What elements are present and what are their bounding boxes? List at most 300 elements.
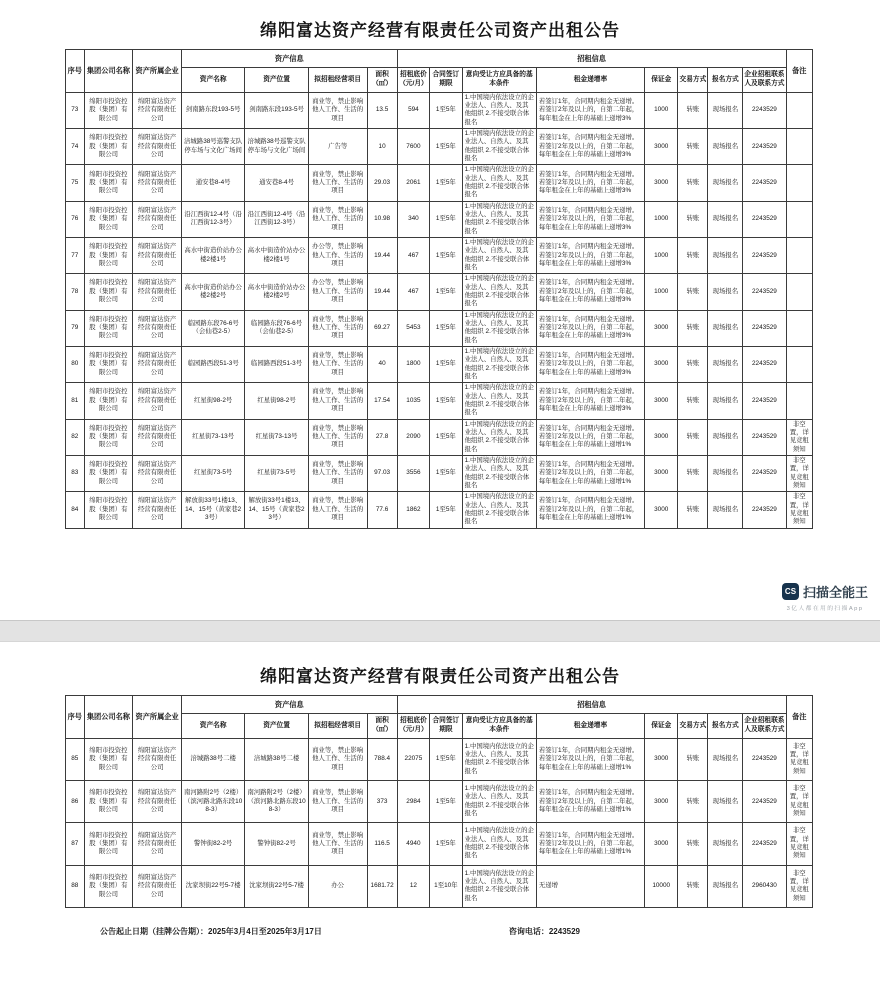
cell-conditions: 1.中国境内依法设立的企业法人、自然人、及其他组织 2.不接受联合体报名 xyxy=(462,823,536,865)
rental-table-page-1 xyxy=(65,49,813,529)
cell-trade-mode: 转账 xyxy=(678,781,708,823)
cell-seq: 83 xyxy=(66,455,85,491)
cell-remark xyxy=(786,274,812,310)
cell-contact: 2243529 xyxy=(743,383,786,419)
col-group-asset-info: 资产信息 xyxy=(181,696,397,714)
cell-remark xyxy=(786,383,812,419)
table-row xyxy=(66,310,813,346)
cell-asset-location: 红星街73-5号 xyxy=(245,455,308,491)
col-header-asset-location: 资产位置 xyxy=(245,68,308,92)
cell-asset-name: 剑南路东段193-5号 xyxy=(181,92,244,128)
cell-increase: 若签订1年，合同期内租金无递增。若签订2年及以上的，自第二年起，每年租金在上年的基础上递增3% xyxy=(536,92,644,128)
cell-asset-name: 涪城路38号二楼 xyxy=(181,738,244,780)
cell-trade-mode: 转账 xyxy=(678,92,708,128)
cell-remark: 非空置，详见竞租须知 xyxy=(786,492,812,528)
cell-asset-location: 红星街98-2号 xyxy=(245,383,308,419)
cell-seq: 87 xyxy=(66,823,85,865)
cell-signup-mode: 现场报名 xyxy=(708,310,743,346)
cell-asset-name: 南河路附2号（2楼）（滨河路北路东段108-3） xyxy=(181,781,244,823)
cell-increase: 若签订1年，合同期内租金无递增。若签订2年及以上的，自第二年起，每年租金在上年的基础上递增1% xyxy=(536,455,644,491)
cell-signup-mode: 现场报名 xyxy=(708,129,743,165)
cell-trade-mode: 转账 xyxy=(678,865,708,907)
cell-base-price: 340 xyxy=(397,201,429,237)
col-header-asset-location: 资产位置 xyxy=(245,714,308,738)
cell-area: 13.5 xyxy=(367,92,397,128)
cell-asset-name: 临园路西段51-3号 xyxy=(181,346,244,382)
cell-term: 1至5年 xyxy=(430,274,462,310)
col-header-increase: 租金递增率 xyxy=(536,68,644,92)
cell-base-price: 4940 xyxy=(397,823,429,865)
cell-increase: 若签订1年，合同期内租金无递增。若签订2年及以上的，自第二年起，每年租金在上年的基础上递增1% xyxy=(536,419,644,455)
camscanner-logo-icon: CS xyxy=(782,583,799,600)
cell-asset-name: 临园路东段76-6号（会仙巷2-5） xyxy=(181,310,244,346)
camscanner-watermark xyxy=(782,582,868,612)
cell-increase: 若签订1年，合同期内租金无递增。若签订2年及以上的，自第二年起，每年租金在上年的基础上递增1% xyxy=(536,738,644,780)
cell-owner: 绵阳富达资产经营有限责任公司 xyxy=(133,865,182,907)
cell-signup-mode: 现场报名 xyxy=(708,823,743,865)
cell-remark: 非空置，详见竞租须知 xyxy=(786,455,812,491)
rental-table-page-2 xyxy=(65,695,813,908)
col-header-owner: 资产所属企业 xyxy=(133,50,182,93)
cell-increase: 若签订1年，合同期内租金无递增。若签订2年及以上的，自第二年起，每年租金在上年的基础上递增3% xyxy=(536,129,644,165)
cell-trade-mode: 转账 xyxy=(678,383,708,419)
cell-increase: 若签订1年，合同期内租金无递增。若签订2年及以上的，自第二年起，每年租金在上年的基础上递增3% xyxy=(536,201,644,237)
table-row xyxy=(66,781,813,823)
cell-area: 788.4 xyxy=(367,738,397,780)
cell-project: 商业等，禁止影响他人工作、生活的项目 xyxy=(308,781,367,823)
cell-asset-name: 高水中街造价站办公楼2楼1号 xyxy=(181,238,244,274)
cell-trade-mode: 转账 xyxy=(678,238,708,274)
cell-trade-mode: 转账 xyxy=(678,492,708,528)
cell-term: 1至5年 xyxy=(430,310,462,346)
cell-asset-name: 警钟街82-2号 xyxy=(181,823,244,865)
cell-asset-location: 临园路西段51-3号 xyxy=(245,346,308,382)
cell-deposit: 3000 xyxy=(645,419,678,455)
page-divider xyxy=(0,620,880,642)
cell-conditions: 1.中国境内依法设立的企业法人、自然人、及其他组织 2.不接受联合体报名 xyxy=(462,346,536,382)
cell-contact: 2243529 xyxy=(743,823,786,865)
cell-base-price: 2090 xyxy=(397,419,429,455)
cell-deposit: 1000 xyxy=(645,238,678,274)
announcement-period: 公告起止日期（挂牌公告期）：2025年3月4日至2025年3月17日 xyxy=(100,927,322,937)
cell-conditions: 1.中国境内依法设立的企业法人、自然人、及其他组织 2.不接受联合体报名 xyxy=(462,274,536,310)
page-2 xyxy=(0,642,880,981)
table-row xyxy=(66,865,813,907)
cell-project: 商业等，禁止影响他人工作、生活的项目 xyxy=(308,823,367,865)
col-header-remark: 备注 xyxy=(786,50,812,93)
cell-contact: 2243529 xyxy=(743,492,786,528)
cell-increase: 若签订1年，合同期内租金无递增。若签订2年及以上的，自第二年起，每年租金在上年的基础上递增3% xyxy=(536,274,644,310)
cell-owner: 绵阳富达资产经营有限责任公司 xyxy=(133,738,182,780)
cell-term: 1至5年 xyxy=(430,781,462,823)
cell-base-price: 2984 xyxy=(397,781,429,823)
cell-signup-mode: 现场报名 xyxy=(708,274,743,310)
cell-area: 27.8 xyxy=(367,419,397,455)
cell-area: 29.03 xyxy=(367,165,397,201)
col-header-project: 拟招租经营项目 xyxy=(308,714,367,738)
col-header-group-company: 集团公司名称 xyxy=(84,50,133,93)
cell-deposit: 1000 xyxy=(645,201,678,237)
cell-increase: 若签订1年，合同期内租金无递增。若签订2年及以上的，自第二年起，每年租金在上年的基础上递增3% xyxy=(536,346,644,382)
cell-base-price: 3556 xyxy=(397,455,429,491)
cell-base-price: 467 xyxy=(397,238,429,274)
cell-base-price: 2061 xyxy=(397,165,429,201)
cell-conditions: 1.中国境内依法设立的企业法人、自然人、及其他组织 2.不接受联合体报名 xyxy=(462,419,536,455)
cell-increase: 若签订1年，合同期内租金无递增。若签订2年及以上的，自第二年起，每年租金在上年的基础上递增3% xyxy=(536,310,644,346)
col-header-area: 面积（㎡） xyxy=(367,68,397,92)
cell-asset-name: 红星街73-5号 xyxy=(181,455,244,491)
cell-seq: 82 xyxy=(66,419,85,455)
cell-conditions: 1.中国境内依法设立的企业法人、自然人、及其他组织 2.不接受联合体报名 xyxy=(462,738,536,780)
cell-deposit: 3000 xyxy=(645,455,678,491)
cell-term: 1至5年 xyxy=(430,738,462,780)
cell-term: 1至5年 xyxy=(430,346,462,382)
cell-asset-location: 警钟街82-2号 xyxy=(245,823,308,865)
table-row xyxy=(66,274,813,310)
cell-signup-mode: 现场报名 xyxy=(708,346,743,382)
col-header-owner: 资产所属企业 xyxy=(133,696,182,739)
cell-remark: 非空置，详见竞租须知 xyxy=(786,865,812,907)
cell-asset-location: 红星街73-13号 xyxy=(245,419,308,455)
cell-term: 1至5年 xyxy=(430,419,462,455)
table-row xyxy=(66,238,813,274)
cell-signup-mode: 现场报名 xyxy=(708,455,743,491)
cell-trade-mode: 转账 xyxy=(678,129,708,165)
cell-trade-mode: 转账 xyxy=(678,455,708,491)
cell-conditions: 1.中国境内依法设立的企业法人、自然人、及其他组织 2.不接受联合体报名 xyxy=(462,201,536,237)
col-header-trade-mode: 交易方式 xyxy=(678,68,708,92)
cell-group-company: 绵阳市投资控股（集团）有限公司 xyxy=(84,823,133,865)
cell-deposit: 10000 xyxy=(645,865,678,907)
cell-term: 1至5年 xyxy=(430,92,462,128)
cell-project: 办公等，禁止影响他人工作、生活的项目 xyxy=(308,274,367,310)
cell-deposit: 3000 xyxy=(645,738,678,780)
cell-remark: 非空置，详见竞租须知 xyxy=(786,823,812,865)
table-row xyxy=(66,383,813,419)
cell-signup-mode: 现场报名 xyxy=(708,383,743,419)
col-header-deposit: 保证金 xyxy=(645,714,678,738)
col-header-asset-name: 资产名称 xyxy=(181,714,244,738)
cell-conditions: 1.中国境内依法设立的企业法人、自然人、及其他组织 2.不接受联合体报名 xyxy=(462,781,536,823)
cell-owner: 绵阳富达资产经营有限责任公司 xyxy=(133,419,182,455)
cell-asset-location: 涪城路38号二楼 xyxy=(245,738,308,780)
cell-remark xyxy=(786,129,812,165)
cell-project: 商业等，禁止影响他人工作、生活的项目 xyxy=(308,201,367,237)
cell-deposit: 3000 xyxy=(645,383,678,419)
cell-trade-mode: 转账 xyxy=(678,310,708,346)
col-header-conditions: 意向受让方应具备的基本条件 xyxy=(462,714,536,738)
cell-trade-mode: 转账 xyxy=(678,346,708,382)
cell-deposit: 3000 xyxy=(645,310,678,346)
col-header-seq: 序号 xyxy=(66,696,85,739)
cell-area: 116.5 xyxy=(367,823,397,865)
col-header-term: 合同签订期限 xyxy=(430,714,462,738)
cell-asset-location: 剑南路东段193-5号 xyxy=(245,92,308,128)
cell-group-company: 绵阳市投资控股（集团）有限公司 xyxy=(84,419,133,455)
cell-trade-mode: 转账 xyxy=(678,165,708,201)
cell-asset-name: 沈家坝街22号5-7楼 xyxy=(181,865,244,907)
cell-conditions: 1.中国境内依法设立的企业法人、自然人、及其他组织 2.不接受联合体报名 xyxy=(462,129,536,165)
cell-remark: 非空置，详见竞租须知 xyxy=(786,781,812,823)
cell-remark xyxy=(786,92,812,128)
cell-seq: 76 xyxy=(66,201,85,237)
table-row xyxy=(66,455,813,491)
cell-deposit: 3000 xyxy=(645,823,678,865)
col-header-group-company: 集团公司名称 xyxy=(84,696,133,739)
cell-contact: 2243529 xyxy=(743,346,786,382)
col-header-deposit: 保证金 xyxy=(645,68,678,92)
cell-term: 1至5年 xyxy=(430,129,462,165)
cell-contact: 2243529 xyxy=(743,201,786,237)
cell-conditions: 1.中国境内依法设立的企业法人、自然人、及其他组织 2.不接受联合体报名 xyxy=(462,92,536,128)
cell-seq: 78 xyxy=(66,274,85,310)
cell-signup-mode: 现场报名 xyxy=(708,865,743,907)
cell-remark xyxy=(786,165,812,201)
cell-term: 1至5年 xyxy=(430,201,462,237)
cell-increase: 若签订1年，合同期内租金无递增。若签订2年及以上的，自第二年起，每年租金在上年的基础上递增1% xyxy=(536,781,644,823)
cell-area: 97.03 xyxy=(367,455,397,491)
cell-contact: 2243529 xyxy=(743,738,786,780)
cell-project: 办公 xyxy=(308,865,367,907)
table-row xyxy=(66,419,813,455)
table-row xyxy=(66,165,813,201)
cell-deposit: 1000 xyxy=(645,274,678,310)
cell-owner: 绵阳富达资产经营有限责任公司 xyxy=(133,201,182,237)
cell-term: 1至5年 xyxy=(430,492,462,528)
cell-project: 广告等 xyxy=(308,129,367,165)
cell-base-price: 7600 xyxy=(397,129,429,165)
cell-asset-location: 通安巷8-4号 xyxy=(245,165,308,201)
cell-group-company: 绵阳市投资控股（集团）有限公司 xyxy=(84,165,133,201)
cell-owner: 绵阳富达资产经营有限责任公司 xyxy=(133,492,182,528)
cell-asset-name: 解放街33号1楼13、14、15号（黄家巷23号） xyxy=(181,492,244,528)
cell-group-company: 绵阳市投资控股（集团）有限公司 xyxy=(84,492,133,528)
cell-area: 10 xyxy=(367,129,397,165)
cell-conditions: 1.中国境内依法设立的企业法人、自然人、及其他组织 2.不接受联合体报名 xyxy=(462,310,536,346)
cell-group-company: 绵阳市投资控股（集团）有限公司 xyxy=(84,346,133,382)
cell-deposit: 3000 xyxy=(645,346,678,382)
cell-term: 1至5年 xyxy=(430,823,462,865)
col-header-conditions: 意向受让方应具备的基本条件 xyxy=(462,68,536,92)
cell-group-company: 绵阳市投资控股（集团）有限公司 xyxy=(84,738,133,780)
inquiry-phone: 咨询电话：2243529 xyxy=(508,927,580,937)
cell-conditions: 1.中国境内依法设立的企业法人、自然人、及其他组织 2.不接受联合体报名 xyxy=(462,455,536,491)
cell-seq: 85 xyxy=(66,738,85,780)
cell-contact: 2243529 xyxy=(743,781,786,823)
cell-deposit: 3000 xyxy=(645,781,678,823)
cell-trade-mode: 转账 xyxy=(678,738,708,780)
col-group-asset-info: 资产信息 xyxy=(181,50,397,68)
cell-asset-location: 涪城路38号巡警支队停车场与文化广场间 xyxy=(245,129,308,165)
col-header-base-price: 招租底价（元/月） xyxy=(397,714,429,738)
camscanner-watermark-row xyxy=(782,582,868,601)
col-header-contact: 企业招租联系人及联系方式 xyxy=(743,714,786,738)
cell-group-company: 绵阳市投资控股（集团）有限公司 xyxy=(84,238,133,274)
cell-base-price: 5453 xyxy=(397,310,429,346)
col-header-contact: 企业招租联系人及联系方式 xyxy=(743,68,786,92)
col-header-signup-mode: 报名方式 xyxy=(708,68,743,92)
cell-project: 商业等，禁止影响他人工作、生活的项目 xyxy=(308,165,367,201)
cell-project: 办公等，禁止影响他人工作、生活的项目 xyxy=(308,238,367,274)
cell-conditions: 1.中国境内依法设立的企业法人、自然人、及其他组织 2.不接受联合体报名 xyxy=(462,165,536,201)
cell-project: 商业等，禁止影响他人工作、生活的项目 xyxy=(308,455,367,491)
cell-base-price: 594 xyxy=(397,92,429,128)
cell-owner: 绵阳富达资产经营有限责任公司 xyxy=(133,310,182,346)
camscanner-tagline: 3亿人都在用的扫描App xyxy=(786,606,864,612)
page-title: 绵阳富达资产经营有限责任公司资产出租公告 xyxy=(260,21,620,40)
cell-trade-mode: 转账 xyxy=(678,201,708,237)
cell-project: 商业等，禁止影响他人工作、生活的项目 xyxy=(308,346,367,382)
table-row xyxy=(66,346,813,382)
cell-base-price: 1862 xyxy=(397,492,429,528)
cell-conditions: 1.中国境内依法设立的企业法人、自然人、及其他组织 2.不接受联合体报名 xyxy=(462,865,536,907)
cell-asset-location: 高水中街造价站办公楼2楼1号 xyxy=(245,238,308,274)
cell-term: 1至10年 xyxy=(430,865,462,907)
header-group-row xyxy=(66,696,813,714)
cell-deposit: 3000 xyxy=(645,492,678,528)
col-header-remark: 备注 xyxy=(786,696,812,739)
cell-area: 1681.72 xyxy=(367,865,397,907)
cell-trade-mode: 转账 xyxy=(678,274,708,310)
cell-seq: 84 xyxy=(66,492,85,528)
cell-signup-mode: 现场报名 xyxy=(708,165,743,201)
cell-contact: 2243529 xyxy=(743,165,786,201)
cell-group-company: 绵阳市投资控股（集团）有限公司 xyxy=(84,455,133,491)
cell-remark: 非空置，详见竞租须知 xyxy=(786,738,812,780)
cell-asset-name: 红星街98-2号 xyxy=(181,383,244,419)
cell-asset-location: 解放街33号1楼13、14、15号（黄家巷23号） xyxy=(245,492,308,528)
col-header-increase: 租金递增率 xyxy=(536,714,644,738)
cell-owner: 绵阳富达资产经营有限责任公司 xyxy=(133,129,182,165)
col-group-lease-info: 招租信息 xyxy=(397,50,786,68)
cell-owner: 绵阳富达资产经营有限责任公司 xyxy=(133,455,182,491)
cell-group-company: 绵阳市投资控股（集团）有限公司 xyxy=(84,310,133,346)
cell-remark xyxy=(786,238,812,274)
cell-asset-name: 红星街73-13号 xyxy=(181,419,244,455)
cell-conditions: 1.中国境内依法设立的企业法人、自然人、及其他组织 2.不接受联合体报名 xyxy=(462,238,536,274)
col-header-trade-mode: 交易方式 xyxy=(678,714,708,738)
cell-conditions: 1.中国境内依法设立的企业法人、自然人、及其他组织 2.不接受联合体报名 xyxy=(462,492,536,528)
cell-area: 373 xyxy=(367,781,397,823)
cell-project: 商业等，禁止影响他人工作、生活的项目 xyxy=(308,310,367,346)
cell-deposit: 3000 xyxy=(645,129,678,165)
cell-contact: 2243529 xyxy=(743,419,786,455)
cell-seq: 80 xyxy=(66,346,85,382)
cell-owner: 绵阳富达资产经营有限责任公司 xyxy=(133,92,182,128)
cell-owner: 绵阳富达资产经营有限责任公司 xyxy=(133,346,182,382)
cell-base-price: 22075 xyxy=(397,738,429,780)
cell-remark: 非空置，详见竞租须知 xyxy=(786,419,812,455)
cell-seq: 73 xyxy=(66,92,85,128)
cell-base-price: 1035 xyxy=(397,383,429,419)
cell-seq: 81 xyxy=(66,383,85,419)
cell-signup-mode: 现场报名 xyxy=(708,419,743,455)
cell-area: 17.54 xyxy=(367,383,397,419)
cell-group-company: 绵阳市投资控股（集团）有限公司 xyxy=(84,274,133,310)
cell-trade-mode: 转账 xyxy=(678,823,708,865)
cell-remark xyxy=(786,201,812,237)
cell-deposit: 3000 xyxy=(645,165,678,201)
cell-signup-mode: 现场报名 xyxy=(708,92,743,128)
cell-contact: 2243529 xyxy=(743,92,786,128)
col-group-lease-info: 招租信息 xyxy=(397,696,786,714)
cell-asset-location: 沈家坝街22号5-7楼 xyxy=(245,865,308,907)
cell-signup-mode: 现场报名 xyxy=(708,492,743,528)
cell-owner: 绵阳富达资产经营有限责任公司 xyxy=(133,383,182,419)
cell-project: 商业等，禁止影响他人工作、生活的项目 xyxy=(308,738,367,780)
col-header-project: 拟招租经营项目 xyxy=(308,68,367,92)
cell-project: 商业等，禁止影响他人工作、生活的项目 xyxy=(308,92,367,128)
cell-contact: 2243529 xyxy=(743,129,786,165)
table-row xyxy=(66,492,813,528)
cell-asset-location: 南河路附2号（2楼）（滨河路北路东段108-3） xyxy=(245,781,308,823)
cell-conditions: 1.中国境内依法设立的企业法人、自然人、及其他组织 2.不接受联合体报名 xyxy=(462,383,536,419)
cell-contact: 2960430 xyxy=(743,865,786,907)
cell-base-price: 1800 xyxy=(397,346,429,382)
cell-asset-name: 通安巷8-4号 xyxy=(181,165,244,201)
cell-asset-name: 沿江西街12-4号（沿江西街12-3号） xyxy=(181,201,244,237)
cell-asset-location: 沿江西街12-4号（沿江西街12-3号） xyxy=(245,201,308,237)
cell-owner: 绵阳富达资产经营有限责任公司 xyxy=(133,274,182,310)
cell-group-company: 绵阳市投资控股（集团）有限公司 xyxy=(84,383,133,419)
header-group-row xyxy=(66,50,813,68)
table-row xyxy=(66,823,813,865)
cell-area: 77.6 xyxy=(367,492,397,528)
cell-increase: 无递增 xyxy=(536,865,644,907)
cell-group-company: 绵阳市投资控股（集团）有限公司 xyxy=(84,129,133,165)
cell-seq: 77 xyxy=(66,238,85,274)
cell-area: 69.27 xyxy=(367,310,397,346)
cell-term: 1至5年 xyxy=(430,455,462,491)
cell-signup-mode: 现场报名 xyxy=(708,781,743,823)
cell-owner: 绵阳富达资产经营有限责任公司 xyxy=(133,781,182,823)
cell-asset-location: 高水中街造价站办公楼2楼2号 xyxy=(245,274,308,310)
cell-seq: 86 xyxy=(66,781,85,823)
cell-seq: 74 xyxy=(66,129,85,165)
cell-owner: 绵阳富达资产经营有限责任公司 xyxy=(133,165,182,201)
col-header-term: 合同签订期限 xyxy=(430,68,462,92)
cell-asset-name: 涪城路38号巡警支队停车场与文化广场间 xyxy=(181,129,244,165)
cell-owner: 绵阳富达资产经营有限责任公司 xyxy=(133,823,182,865)
cell-increase: 若签订1年，合同期内租金无递增。若签订2年及以上的，自第二年起，每年租金在上年的基础上递增1% xyxy=(536,492,644,528)
col-header-base-price: 招租底价（元/月） xyxy=(397,68,429,92)
table-row xyxy=(66,129,813,165)
table-row xyxy=(66,738,813,780)
cell-seq: 75 xyxy=(66,165,85,201)
cell-remark xyxy=(786,346,812,382)
cell-contact: 2243529 xyxy=(743,310,786,346)
col-header-seq: 序号 xyxy=(66,50,85,93)
cell-increase: 若签订1年，合同期内租金无递增。若签订2年及以上的，自第二年起，每年租金在上年的基础上递增1% xyxy=(536,823,644,865)
cell-increase: 若签订1年，合同期内租金无递增。若签订2年及以上的，自第二年起，每年租金在上年的基础上递增3% xyxy=(536,238,644,274)
cell-asset-location: 临园路东段76-6号（会仙巷2-5） xyxy=(245,310,308,346)
cell-project: 商业等，禁止影响他人工作、生活的项目 xyxy=(308,492,367,528)
cell-contact: 2243529 xyxy=(743,274,786,310)
cell-group-company: 绵阳市投资控股（集团）有限公司 xyxy=(84,201,133,237)
cell-area: 40 xyxy=(367,346,397,382)
cell-project: 商业等，禁止影响他人工作、生活的项目 xyxy=(308,419,367,455)
cell-seq: 88 xyxy=(66,865,85,907)
cell-signup-mode: 现场报名 xyxy=(708,201,743,237)
page-footer xyxy=(100,926,580,937)
cell-group-company: 绵阳市投资控股（集团）有限公司 xyxy=(84,781,133,823)
cell-contact: 2243529 xyxy=(743,455,786,491)
col-header-area: 面积（㎡） xyxy=(367,714,397,738)
cell-asset-name: 高水中街造价站办公楼2楼2号 xyxy=(181,274,244,310)
cell-area: 19.44 xyxy=(367,274,397,310)
table-row xyxy=(66,92,813,128)
col-header-asset-name: 资产名称 xyxy=(181,68,244,92)
